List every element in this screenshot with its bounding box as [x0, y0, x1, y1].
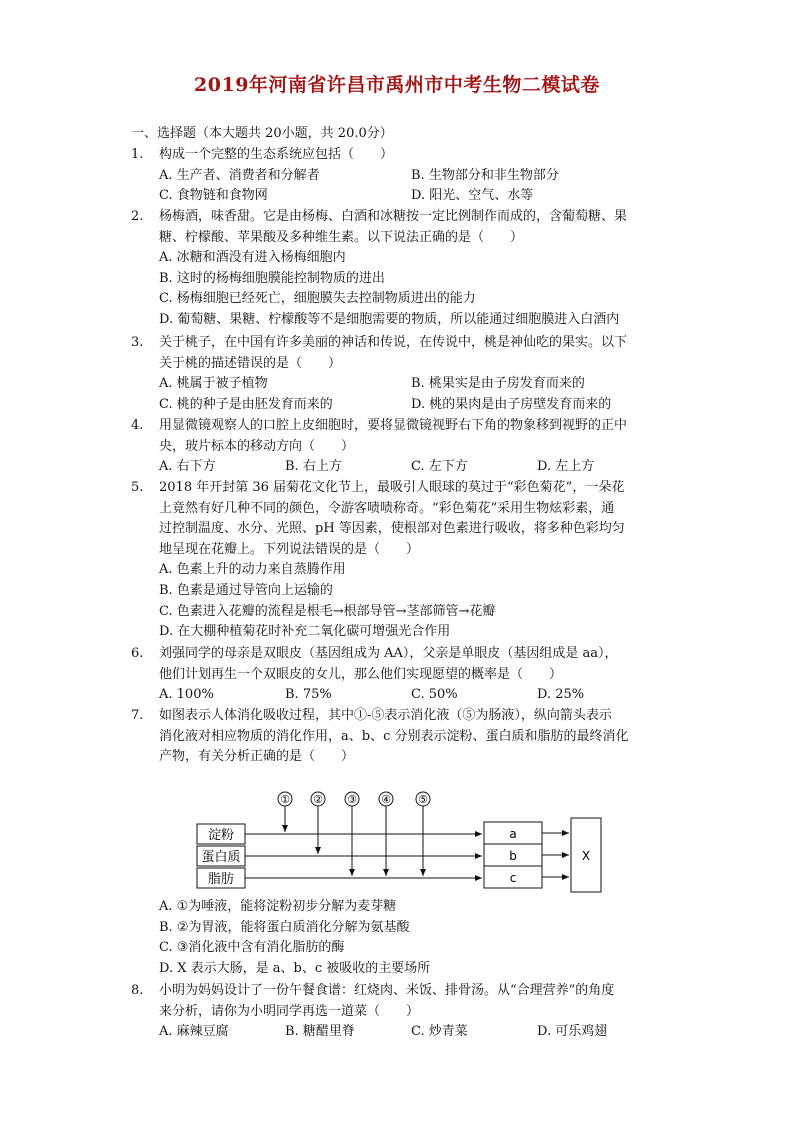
question-stem: 小明为妈妈设计了一份午餐食谱：红烧肉、米饭、排骨汤。从“合理营养”的角度: [159, 983, 615, 998]
liquid-label: ①: [280, 793, 290, 806]
question-stem: 央，玻片标本的移动方向（ ）: [159, 438, 355, 454]
substance-label: 脂肪: [207, 872, 235, 887]
question-stem: 杨梅酒，味香甜。它是由杨梅、白酒和冰糖按一定比例制作而成的，含葡萄糖、果: [159, 209, 628, 224]
question-1: [131, 145, 671, 207]
digestion-diagram: [195, 788, 605, 898]
option-c[interactable]: C. 50%: [411, 687, 458, 703]
option-b[interactable]: B. 75%: [285, 687, 332, 703]
option-a[interactable]: A. ①为唾液，能将淀粉初步分解为麦芽糖: [159, 899, 397, 914]
option-c[interactable]: C. 左下方: [411, 459, 468, 475]
option-a[interactable]: A. 色素上升的动力来自蒸腾作用: [159, 562, 346, 578]
product-label: a: [509, 827, 517, 841]
question-stem: 产物，有关分析正确的是（ ）: [159, 749, 355, 765]
question-number: 2.: [131, 209, 144, 224]
option-a[interactable]: A. 麻辣豆腐: [159, 1024, 229, 1040]
option-c[interactable]: C. 杨梅细胞已经死亡，细胞膜失去控制物质进出的能力: [159, 291, 476, 307]
question-stem: 如图表示人体消化吸收过程，其中①-⑤表示消化液（⑤为肠液），纵向箭头表示: [159, 708, 612, 723]
option-c[interactable]: C. 色素进入花瓣的流程是根毛→根部导管→茎部筛管→花瓣: [159, 603, 496, 619]
product-label: c: [509, 871, 517, 885]
option-c[interactable]: C. 炒青菜: [411, 1024, 468, 1040]
option-b[interactable]: B. 生物部分和非生物部分: [411, 167, 559, 183]
option-b[interactable]: B. 糖醋里脊: [285, 1024, 355, 1040]
question-number: 8.: [131, 983, 144, 998]
question-number: 4.: [131, 418, 144, 433]
option-a[interactable]: A. 桃属于被子植物: [159, 376, 268, 392]
question-number: 6.: [131, 646, 144, 661]
question-stem: 来分析，请你为小明同学再选一道菜（ ）: [159, 1003, 420, 1019]
option-d[interactable]: D. 葡萄糖、果糖、柠檬酸等不是细胞需要的物质，所以能通过细胞膜进入白酒内: [159, 311, 620, 327]
question-stem: 构成一个完整的生态系统应包括（ ）: [159, 147, 394, 162]
question-number: 3.: [131, 335, 144, 350]
option-a[interactable]: A. 生产者、消费者和分解者: [159, 167, 320, 183]
question-stem: 过控制温度、水分、光照、pH 等因素，使根部对色素进行吸收，将多种色彩均匀: [159, 521, 625, 537]
liquid-label: ②: [313, 793, 323, 806]
option-d[interactable]: D. X 表示大肠，是 a、b、c 被吸收的主要场所: [159, 960, 431, 976]
substance-label: 淀粉: [207, 828, 235, 843]
question-stem: 消化液对相应物质的消化作用，a、b、c 分别表示淀粉、蛋白质和脂肪的最终消化: [159, 728, 629, 744]
option-b[interactable]: B. 色素是通过导管向上运输的: [159, 582, 333, 598]
option-b[interactable]: B. 桃果实是由子房发育而来的: [411, 376, 585, 392]
liquid-label: ④: [381, 793, 391, 806]
organ-label: X: [581, 849, 591, 863]
substance-label: 蛋白质: [201, 850, 241, 865]
option-a[interactable]: A. 右下方: [159, 459, 216, 475]
option-d[interactable]: D. 左上方: [537, 459, 595, 475]
question-6: [131, 644, 671, 706]
question-stem: 关于桃子，在中国有许多美丽的神话和传说，在传说中，桃是神仙吃的果实。以下: [159, 335, 628, 350]
option-c[interactable]: C. ③消化液中含有消化脂肪的酶: [159, 940, 345, 956]
liquid-label: ③: [347, 793, 357, 806]
question-number: 5.: [131, 480, 144, 495]
question-stem: 上竟然有好几种不同的颜色，令游客啧啧称奇。“彩色菊花”采用生物炫彩素，通: [159, 500, 615, 516]
question-stem: 关于桃的描述错误的是（ ）: [159, 355, 342, 371]
question-number: 7.: [131, 708, 144, 723]
question-5: [131, 478, 671, 643]
option-d[interactable]: D. 阳光、空气、水等: [411, 188, 534, 204]
page-title: 2019年河南省许昌市禹州市中考生物二模试卷: [194, 74, 600, 96]
question-stem: 用显微镜观察人的口腔上皮细胞时，要将显微镜视野右下角的物象移到视野的正中: [159, 418, 628, 433]
option-d[interactable]: D. 可乐鸡翅: [537, 1024, 608, 1040]
question-8: [131, 981, 671, 1043]
question-4: [131, 416, 671, 478]
option-d[interactable]: D. 桃的果肉是由子房壁发育而来的: [411, 396, 612, 412]
question-stem: 2018 年开封第 36 届菊花文化节上，最吸引人眼球的莫过于“彩色菊花”，一朵花: [159, 480, 625, 495]
option-b[interactable]: B. 这时的杨梅细胞膜能控制物质的进出: [159, 270, 385, 286]
option-c[interactable]: C. 桃的种子是由胚发育而来的: [159, 396, 333, 412]
liquid-label: ⑤: [418, 793, 428, 806]
question-stem: 糖、柠檬酸、苹果酸及多种维生素。以下说法正确的是（ ）: [159, 229, 524, 245]
option-b[interactable]: B. 右上方: [285, 459, 342, 475]
option-d[interactable]: D. 在大棚种植菊花时补充二氧化碳可增强光合作用: [159, 624, 451, 640]
product-label: b: [509, 849, 517, 863]
option-a[interactable]: A. 100%: [159, 687, 214, 703]
option-c[interactable]: C. 食物链和食物网: [159, 188, 268, 204]
question-stem: 他们计划再生一个双眼皮的女儿，那么他们实现愿望的概率是（ ）: [159, 666, 563, 682]
section-heading: 一、选择题（本大题共 20小题，共 20.0分）: [131, 126, 393, 141]
question-number: 1.: [131, 147, 144, 162]
question-7-options: [131, 897, 671, 979]
option-d[interactable]: D. 25%: [537, 687, 585, 703]
option-b[interactable]: B. ②为胃液，能将蛋白质消化分解为氨基酸: [159, 919, 410, 935]
question-stem: 刘强同学的母亲是双眼皮（基因组成为 AA），父亲是单眼皮（基因组成是 aa），: [159, 646, 618, 661]
option-a[interactable]: A. 冰糖和酒没有进入杨梅细胞内: [159, 250, 346, 266]
question-2: [131, 207, 671, 331]
question-7: [131, 706, 671, 768]
question-stem: 地呈现在花瓣上。下列说法错误的是（ ）: [159, 541, 420, 557]
question-3: [131, 333, 671, 415]
